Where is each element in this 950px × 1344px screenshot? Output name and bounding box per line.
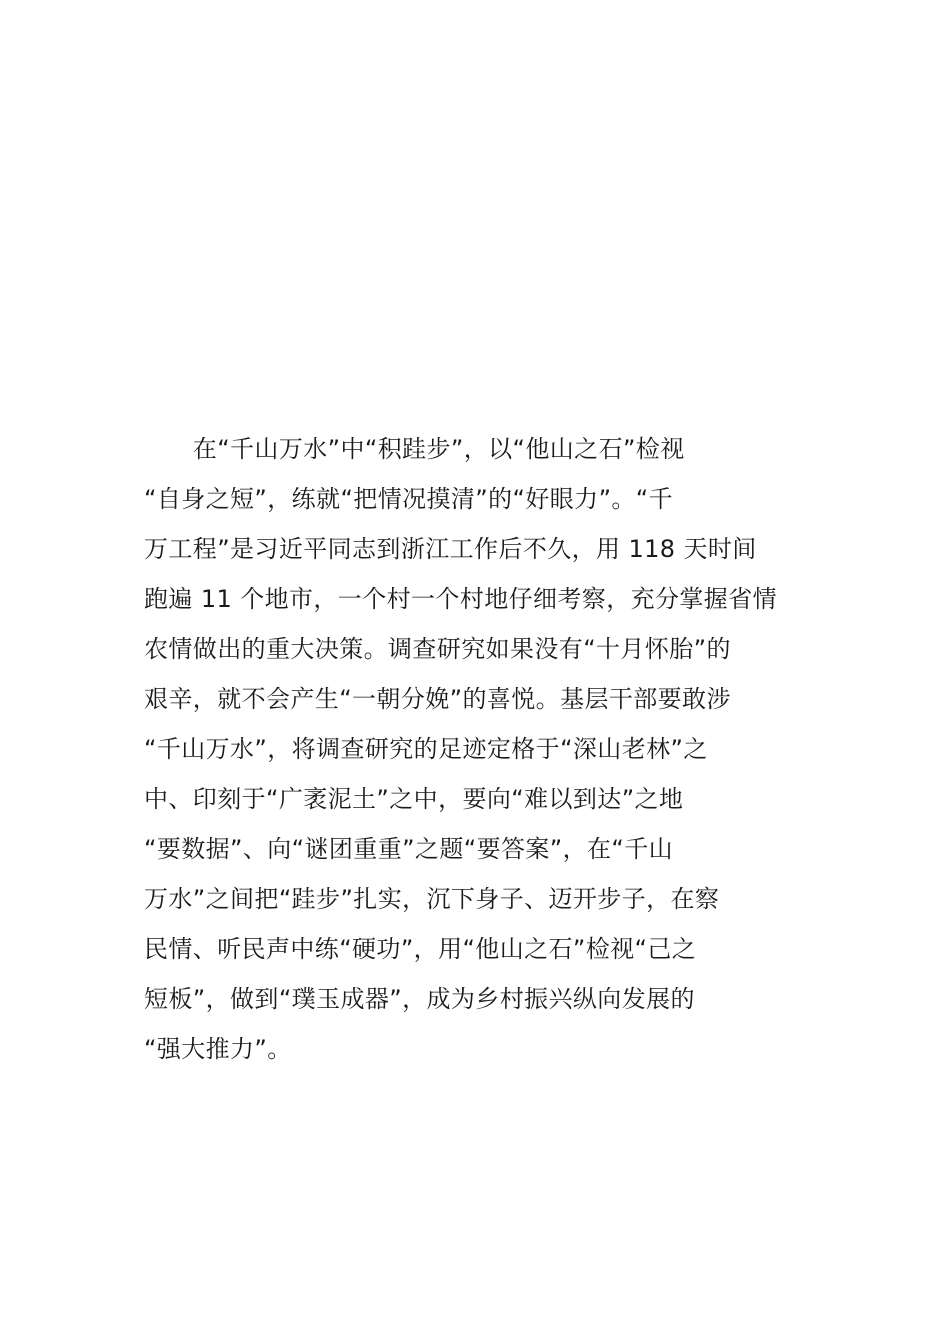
paragraph-line-2: “自身之短”，练就“把情况摸清”的“好眼力”。“千 <box>144 485 674 513</box>
paragraph-line-1: 在“千山万水”中“积跬步”，以“他山之石”检视 <box>144 435 685 463</box>
paragraph-line-13: “强大推力”。 <box>144 1035 292 1063</box>
paragraph-line-10: 万水”之间把“跬步”扎实，沉下身子、迈开步子，在察 <box>144 885 720 913</box>
body-paragraph <box>144 424 806 1074</box>
paragraph-line-6: 艰辛，就不会产生“一朝分娩”的喜悦。基层干部要敢涉 <box>144 685 731 713</box>
paragraph-line-9: “要数据”、向“谜团重重”之题“要答案”，在“千山 <box>144 835 674 863</box>
paragraph-line-12: 短板”，做到“璞玉成器”，成为乡村振兴纵向发展的 <box>144 985 695 1013</box>
paragraph-line-5: 农情做出的重大决策。调查研究如果没有“十月怀胎”的 <box>144 635 731 663</box>
paragraph-line-11: 民情、听民声中练“硬功”，用“他山之石”检视“己之 <box>144 935 697 963</box>
paragraph-line-4: 跑遍 11 个地市，一个村一个村地仔细考察，充分掌握省情 <box>144 585 777 613</box>
paragraph-line-7: “千山万水”，将调查研究的足迹定格于“深山老林”之 <box>144 735 708 763</box>
paragraph-line-8: 中、印刻于“广袤泥土”之中，要向“难以到达”之地 <box>144 785 684 813</box>
paragraph-line-3: 万工程”是习近平同志到浙江工作后不久，用 118 天时间 <box>144 535 757 563</box>
